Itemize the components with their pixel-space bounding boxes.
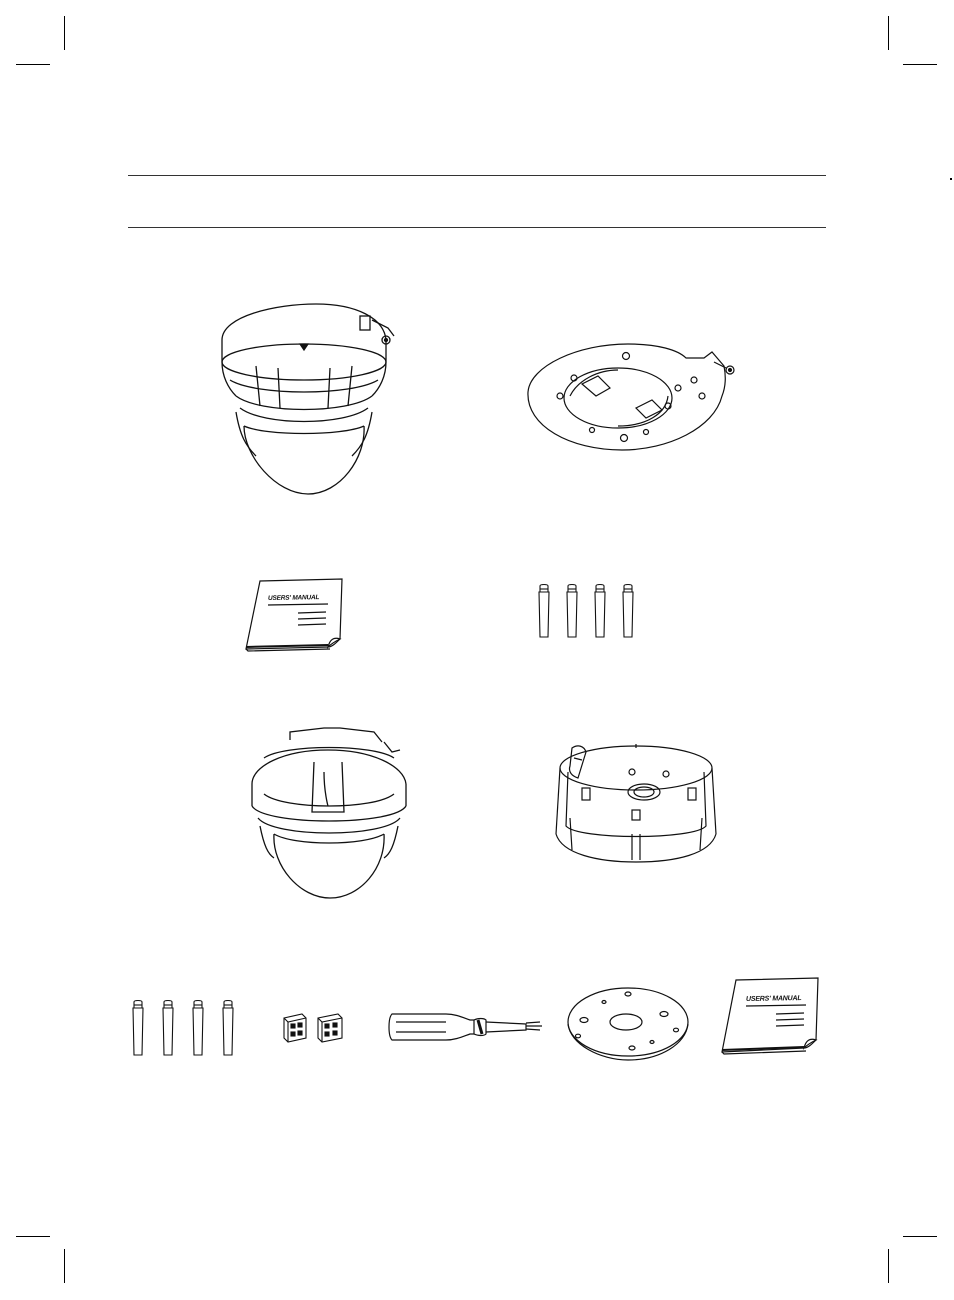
mounting-disc-figure — [564, 980, 692, 1062]
mounting-bracket-figure — [518, 336, 746, 456]
mounting-plate-icon — [518, 336, 746, 456]
wrench-icon — [386, 1006, 550, 1050]
crop-mark-top-right-horizontal — [903, 64, 937, 65]
edge-tick — [950, 178, 952, 180]
screw-set-icon — [534, 582, 640, 640]
screw-set-icon — [128, 998, 238, 1058]
manual-booklet-icon — [242, 577, 346, 653]
crop-mark-bottom-right-horizontal — [903, 1236, 937, 1237]
crop-mark-bottom-left-vertical — [64, 1249, 65, 1283]
crop-mark-bottom-left-horizontal — [16, 1236, 50, 1237]
crop-mark-top-right-vertical — [888, 16, 889, 50]
anchor-screws-figure — [534, 582, 640, 640]
screws-set-figure — [128, 998, 238, 1058]
back-box-icon — [548, 738, 720, 866]
users-manual-large-figure — [718, 976, 824, 1056]
mounting-plate-icon — [564, 980, 692, 1062]
terminal-blocks-figure — [280, 1010, 348, 1046]
dome-camera-figure — [216, 296, 406, 501]
ceiling-back-box-figure — [548, 738, 720, 866]
manual-large-title-text: USERS' MANUAL — [745, 995, 802, 1003]
header-rule-top — [128, 175, 826, 176]
dome-camera-icon — [216, 296, 406, 501]
crop-mark-bottom-right-vertical — [888, 1249, 889, 1283]
crop-mark-top-left-horizontal — [16, 64, 50, 65]
torx-wrench-figure — [386, 1006, 550, 1050]
vandal-dome-camera-figure — [244, 722, 414, 902]
dome-camera-icon — [244, 722, 414, 902]
terminal-block-icon — [280, 1010, 348, 1046]
manual-title-text: USERS' MANUAL — [267, 594, 320, 602]
users-manual-figure — [242, 577, 346, 653]
header-rule-bottom — [128, 227, 826, 228]
crop-mark-top-left-vertical — [64, 16, 65, 50]
manual-booklet-icon — [718, 976, 824, 1056]
